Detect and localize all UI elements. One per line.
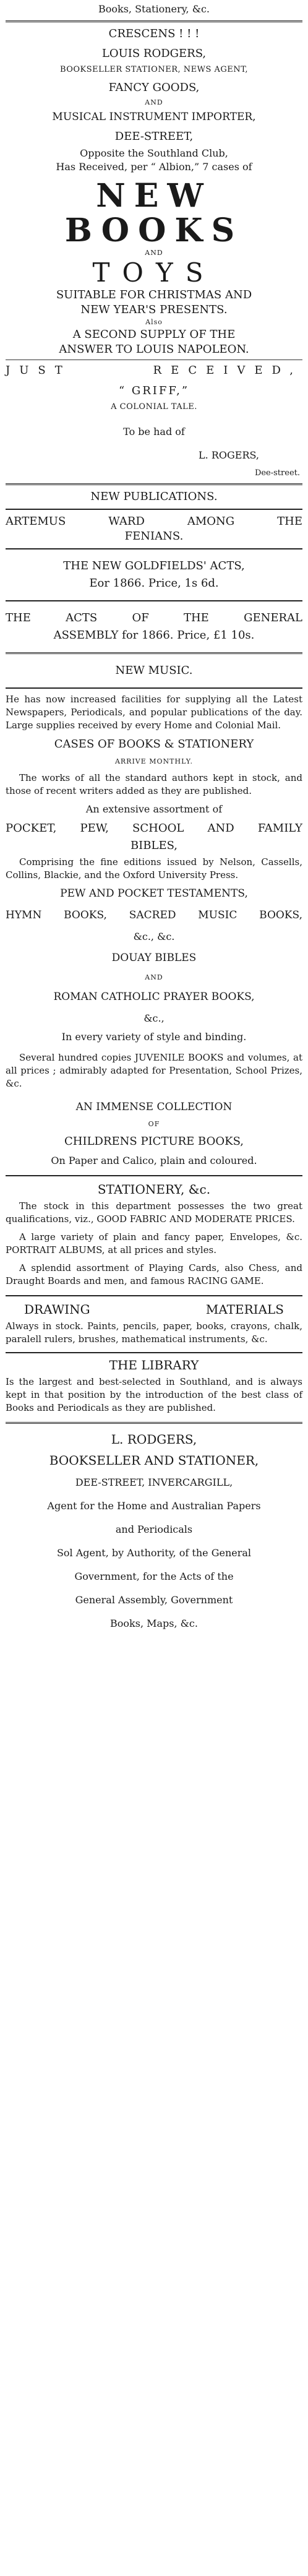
bibles-line: BIBLES, — [130, 839, 178, 852]
hymn-books: HYMN BOOKS, SACRED MUSIC BOOKS, — [6, 909, 302, 921]
music-heading: NEW MUSIC. — [115, 664, 193, 677]
publications-section — [6, 489, 302, 648]
artemus-ward-title: ARTEMUS WARD AMONG THE — [6, 515, 302, 528]
drawing-paragraph: Always in stock. Paints, pencils, paper, books, crayons, chalk, paralell rulers, brushes, mathematical instruments, &c. — [6, 1320, 302, 1345]
signer-name: L. ROGERS, — [199, 449, 259, 461]
footer-government: Government, for the Acts of the — [74, 1570, 234, 1582]
of-text: OF — [148, 1120, 160, 1128]
footer-periodicals: and Periodicals — [115, 1523, 193, 1535]
drawing-heading: DRAWING MATERIALS — [24, 1302, 284, 1317]
assembly-title: THE ACTS OF THE GENERAL — [6, 611, 302, 624]
paper-variety-paragraph: A large variety of plain and fancy paper, Envelopes, &c. PORTRAIT ALBUMS, at all prices and styles. — [6, 1231, 302, 1256]
works-paragraph: The works of all the standard authors kept in stock, and those of recent writers added as they are published. — [6, 772, 302, 796]
library-heading: THE LIBRARY — [109, 1358, 199, 1372]
toys-display: TOYS — [92, 257, 216, 288]
suitable-line: SUITABLE FOR CHRISTMAS AND — [56, 288, 252, 301]
signer-address: Dee-street. — [254, 468, 300, 478]
divider — [6, 1422, 302, 1424]
advertiser-name: LOUIS RODGERS, — [101, 47, 207, 60]
assembly-price: ASSEMBLY for 1866. Price, £1 10s. — [53, 629, 255, 642]
crescens-heading: CRESCENS ! ! ! — [108, 27, 200, 40]
new-year-line: NEW YEAR'S PRESENTS. — [80, 303, 228, 316]
griff-title: “ GRIFF,” — [118, 384, 190, 397]
divider — [6, 600, 302, 601]
drawing-section — [6, 1301, 302, 1346]
footer-agent: Agent for the Home and Australian Papers — [47, 1500, 261, 1512]
cases-heading: CASES OF BOOKS & STATIONERY — [54, 738, 254, 751]
footer-sol-agent: Sol Agent, by Authority, of the General — [56, 1547, 252, 1559]
received-line: Has Received, per “ Albion,” 7 cases of — [56, 161, 252, 173]
stock-paragraph: The stock in this department possesses the two great qualifications, viz., GOOD FABRIC AND MODERATE PRICES. — [6, 1200, 302, 1225]
new-books-display: NEW BOOKS — [64, 177, 244, 249]
footer-maps: Books, Maps, &c. — [110, 1618, 198, 1629]
dee-street: DEE-STREET, — [114, 130, 194, 143]
douay-bibles: DOUAY BIBLES — [111, 952, 197, 964]
footer-name: L. RODGERS, — [111, 1432, 197, 1447]
roman-catholic: ROMAN CATHOLIC PRAYER BOOKS, — [53, 991, 255, 1003]
and-text-3: AND — [145, 973, 163, 981]
and-text: AND — [145, 98, 163, 106]
divider — [6, 548, 302, 549]
footer-address: DEE-STREET, INVERCARGILL, — [75, 1476, 233, 1488]
stationery-heading: STATIONERY, &c. — [97, 1182, 211, 1197]
goldfields-price: Eor 1866. Price, 1s 6d. — [89, 577, 219, 590]
opposite-club: Opposite the Southland Club, — [80, 147, 228, 159]
footer-advertisement — [6, 1431, 302, 1630]
goldfields-title: THE NEW GOLDFIELDS' ACTS, — [63, 559, 245, 572]
publications-heading: NEW PUBLICATIONS. — [90, 490, 218, 503]
divider — [6, 483, 302, 485]
also-text: Also — [145, 318, 163, 326]
comprising-paragraph: Comprising the fine editions issued by Nelson, Cassells, Collins, Blackie, and the Oxford University Press. — [6, 856, 302, 881]
section-header: Books, Stationery, &c. — [98, 3, 210, 15]
footer-trade: BOOKSELLER AND STATIONER, — [49, 1453, 259, 1468]
divider — [6, 1352, 302, 1353]
stationery-section — [6, 1181, 302, 1288]
playing-cards-paragraph: A splendid assortment of Playing Cards, also Chess, and Draught Boards and men, and famous RACING GAME. — [6, 1262, 302, 1286]
facilities-paragraph: He has now increased facilities for supplying all the Latest Newspapers, Periodicals, and popular publications of the day. Large supplies received by every Home and Colonial Mail. — [6, 694, 302, 731]
immense-collection: AN IMMENSE COLLECTION — [75, 1101, 233, 1113]
colonial-tale: A COLONIAL TALE. — [111, 402, 197, 411]
library-section — [6, 1357, 302, 1415]
second-supply-line: A SECOND SUPPLY OF THE — [72, 328, 236, 341]
fancy-goods: FANCY GOODS, — [108, 81, 200, 94]
music-section — [6, 658, 302, 1168]
pew-testaments: PEW AND POCKET TESTAMENTS, — [60, 887, 248, 900]
etc-line-2: &c., — [143, 1012, 165, 1024]
fenians-line: FENIANS. — [124, 530, 184, 543]
rodgers-advertisement — [6, 27, 302, 479]
pocket-bibles-line: POCKET, PEW, SCHOOL AND FAMILY — [6, 822, 302, 835]
divider — [6, 687, 302, 689]
footer-assembly: General Assembly, Government — [75, 1594, 233, 1606]
variety-line: In every variety of style and binding. — [61, 1031, 247, 1043]
extensive-line: An extensive assortment of — [85, 803, 223, 815]
divider — [6, 652, 302, 654]
juvenile-paragraph: Several hundred copies JUVENILE BOOKS and volumes, at all prices ; admirably adapted for Presentation, School Prizes, &c. — [6, 1052, 302, 1089]
answer-line: ANSWER TO LOUIS NAPOLEON. — [59, 343, 249, 356]
divider — [6, 1295, 302, 1296]
to-be-had: To be had of — [123, 426, 185, 437]
arrive-monthly: ARRIVE MONTHLY. — [114, 757, 194, 765]
divider — [6, 509, 302, 510]
advertiser-trades: BOOKSELLER STATIONER, NEWS AGENT, — [59, 65, 249, 74]
library-paragraph: Is the largest and best-selected in Southland, and is always kept in that position by the introduction of the best class of Books and Periodicals as they are published. — [6, 1376, 302, 1413]
just-received: JUST RECEIVED, — [6, 364, 302, 377]
childrens-picture-books: CHILDRENS PICTURE BOOKS, — [64, 1135, 244, 1148]
divider — [6, 1175, 302, 1176]
etc-line-1: &c., &c. — [133, 931, 175, 942]
and-text-2: AND — [145, 249, 163, 257]
divider — [6, 20, 302, 22]
importer-line: MUSICAL INSTRUMENT IMPORTER, — [52, 111, 256, 123]
paper-calico: On Paper and Calico, plain and coloured. — [51, 1155, 257, 1166]
